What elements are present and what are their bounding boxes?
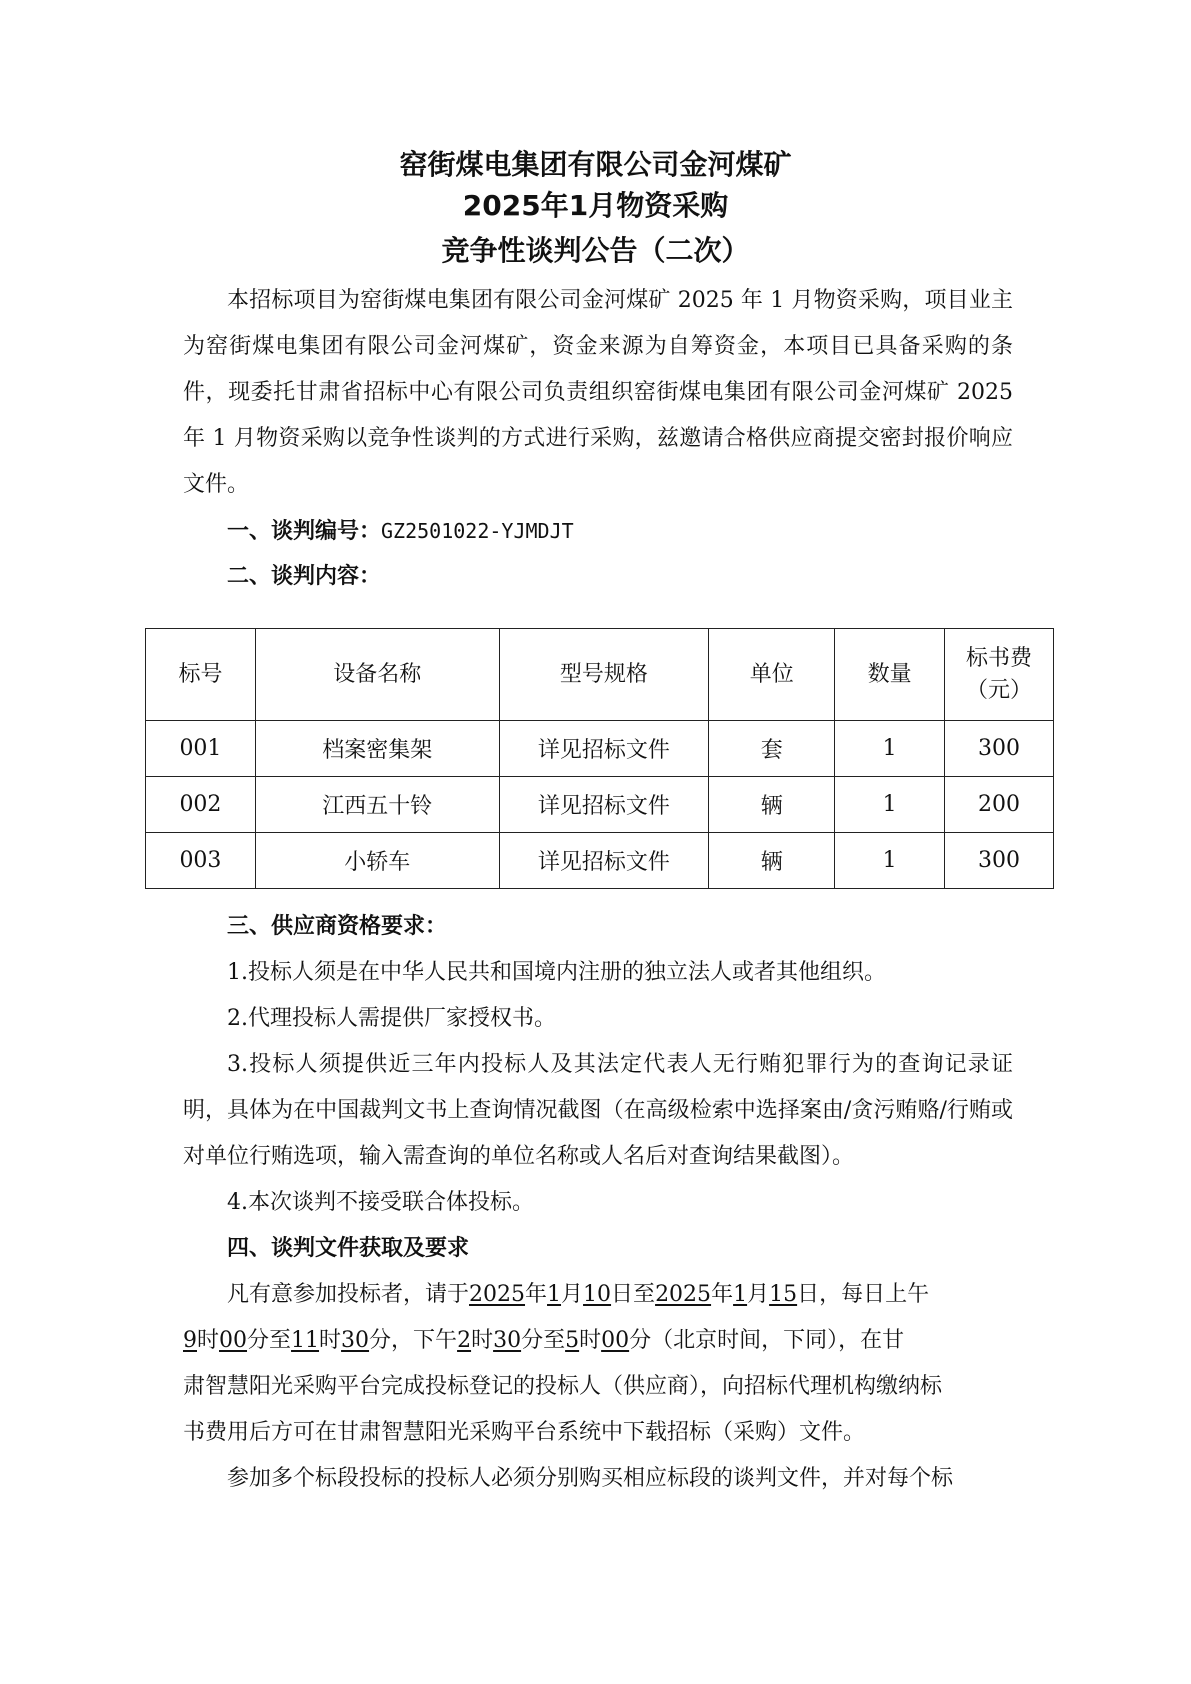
section-4-heading: 四、谈判文件获取及要求 — [227, 1236, 470, 1261]
cell-quantity: 1 — [835, 777, 945, 833]
schedule-line-3: 肃智慧阳光采购平台完成投标登记的投标人（供应商），向招标代理机构缴纳标 — [183, 1374, 943, 1399]
cell-quantity: 1 — [835, 833, 945, 889]
cell-lot-no: 002 — [146, 777, 256, 833]
header-fee-label: 标书费 — [966, 645, 1033, 671]
table-header-row — [146, 629, 1054, 721]
cell-quantity: 1 — [835, 721, 945, 777]
table-row — [146, 833, 1054, 889]
schedule-line-1: 凡有意参加投标者，请于2025年1月10日至2025年1月15日，每日上午 — [227, 1282, 930, 1307]
table-row — [146, 721, 1054, 777]
negotiation-number: GZ2501022-YJMDJT — [381, 519, 574, 543]
requirement-item-4: 4.本次谈判不接受联合体投标。 — [227, 1190, 534, 1215]
header-model-spec: 型号规格 — [499, 629, 709, 721]
cell-unit: 辆 — [709, 833, 835, 889]
multi-lot-paragraph: 参加多个标段投标的投标人必须分别购买相应标段的谈判文件，并对每个标 — [227, 1466, 954, 1491]
header-fee-unit: （元） — [966, 677, 1033, 703]
section-3-heading: 三、供应商资格要求： — [227, 914, 448, 939]
section-2-heading: 二、谈判内容： — [227, 564, 382, 589]
title-line-2: 2025年1月物资采购 — [462, 189, 729, 222]
requirement-item-2: 2.代理投标人需提供厂家授权书。 — [227, 1006, 556, 1031]
procurement-table — [145, 628, 1054, 889]
cell-unit: 套 — [709, 721, 835, 777]
table-row — [146, 777, 1054, 833]
section-1-heading — [227, 508, 574, 555]
header-lot-no: 标号 — [146, 629, 256, 721]
schedule-line-4: 书费用后方可在甘肃智慧阳光采购平台系统中下载招标（采购）文件。 — [183, 1420, 866, 1445]
header-equipment-name: 设备名称 — [255, 629, 499, 721]
cell-fee: 200 — [945, 777, 1054, 833]
header-document-fee — [945, 629, 1054, 721]
cell-fee: 300 — [945, 833, 1054, 889]
schedule-line-2: 9时00分至11时30分，下午2时30分至5时00分（北京时间，下同），在甘 — [183, 1328, 905, 1353]
requirement-item-3: 3.投标人须提供近三年内投标人及其法定代表人无行贿犯罪行为的查询记录证明，具体为在中国裁判文书上查询情况截图（在高级检索中选择案由/贪污贿赂/行贿或对单位行贿选项，输入需查询的单位名称或人名后对查询结果截图）。 — [183, 1052, 1013, 1169]
cell-model-spec: 详见招标文件 — [499, 833, 709, 889]
title-line-1: 窑街煤电集团有限公司金河煤矿 — [399, 148, 792, 181]
cell-fee: 300 — [945, 721, 1054, 777]
cell-equipment-name: 小轿车 — [255, 833, 499, 889]
header-quantity: 数量 — [835, 629, 945, 721]
title-line-3: 竞争性谈判公告（二次） — [441, 234, 750, 267]
cell-model-spec: 详见招标文件 — [499, 721, 709, 777]
requirement-item-1: 1.投标人须是在中华人民共和国境内注册的独立法人或者其他组织。 — [227, 960, 886, 985]
cell-equipment-name: 档案密集架 — [255, 721, 499, 777]
cell-lot-no: 003 — [146, 833, 256, 889]
cell-equipment-name: 江西五十铃 — [255, 777, 499, 833]
intro-paragraph: 本招标项目为窑街煤电集团有限公司金河煤矿 2025 年 1 月物资采购，项目业主为窑街煤电集团有限公司金河煤矿，资金来源为自筹资金，本项目已具备采购的条件，现委托甘肃省招标中心有限公司负责组织窑街煤电集团有限公司金河煤矿 2025 年 1 月物资采购以竞争性谈判的方式进行采购，兹邀请合格供应商提交密封报价响应文件。 — [183, 288, 1013, 497]
section-1-label: 一、谈判编号： — [227, 519, 382, 544]
cell-unit: 辆 — [709, 777, 835, 833]
cell-model-spec: 详见招标文件 — [499, 777, 709, 833]
cell-lot-no: 001 — [146, 721, 256, 777]
header-unit: 单位 — [709, 629, 835, 721]
